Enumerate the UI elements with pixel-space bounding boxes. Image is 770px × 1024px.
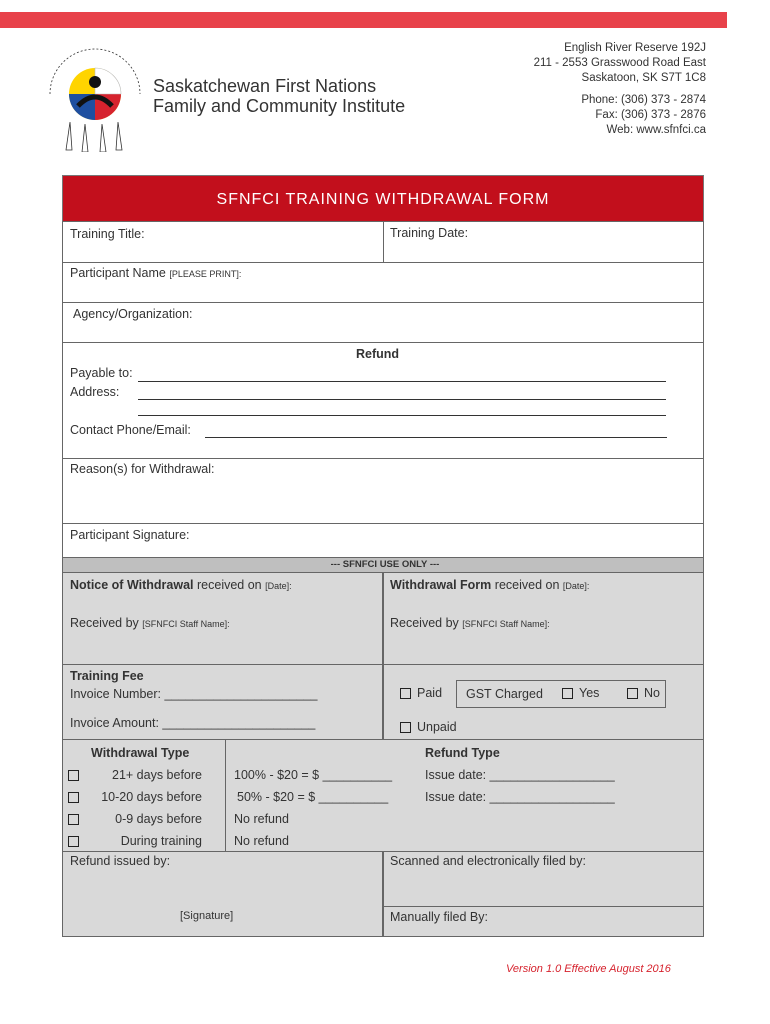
refund-issued-label: Refund issued by: [70, 854, 171, 868]
gst-no[interactable] [627, 686, 660, 700]
reasons-label: Reason(s) for Withdrawal: [70, 462, 215, 476]
yes-checkbox[interactable] [562, 688, 573, 699]
withdrawal-type-heading: Withdrawal Type [91, 746, 190, 760]
signature-label: Participant Signature: [70, 528, 190, 542]
withdrawal-form [62, 175, 704, 222]
contact-line[interactable] [205, 437, 667, 438]
agency-label: Agency/Organization: [73, 307, 193, 321]
row-label: 21+ days before [112, 768, 202, 782]
address-label: Address: [70, 385, 120, 399]
wform-bold: Withdrawal Form [390, 578, 492, 592]
paid-label: Paid [417, 686, 443, 700]
web: Web: www.sfnfci.ca [606, 124, 706, 136]
phone: Phone: (306) 373 - 2874 [581, 94, 706, 106]
address-line-1[interactable] [138, 399, 666, 400]
address-line: 211 - 2553 Grasswood Road East [533, 57, 706, 69]
withdrawal-row[interactable] [68, 834, 218, 848]
row-checkbox[interactable] [68, 814, 79, 825]
issue-date: Issue date: __________________ [425, 768, 615, 782]
unpaid-option[interactable] [400, 720, 457, 734]
unpaid-checkbox[interactable] [400, 722, 411, 733]
training-fee-label: Training Fee [70, 669, 144, 683]
notice-bold: Notice of Withdrawal [70, 578, 194, 592]
issue-date: Issue date: __________________ [425, 790, 615, 804]
top-red-bar [0, 12, 727, 28]
participant-name-text: Participant Name [70, 266, 166, 280]
please-print-tag: [PLEASE PRINT]: [169, 269, 242, 279]
address-line: English River Reserve 192J [564, 42, 706, 54]
org-name-line1: Saskatchewan First Nations [153, 76, 377, 96]
refund-amount: No refund [234, 812, 289, 826]
office-use-heading: --- SFNFCI USE ONLY --- [330, 559, 440, 570]
refund-amount: 50% - $20 = $ __________ [237, 790, 389, 804]
received-by-text: Received by [70, 616, 139, 630]
sfnfci-logo-icon [40, 42, 150, 152]
refund-type-heading: Refund Type [425, 746, 500, 760]
date-tag: [Date]: [265, 581, 292, 591]
scanned-label: Scanned and electronically filed by: [390, 854, 586, 868]
training-date-label: Training Date: [390, 226, 469, 240]
paid-option[interactable] [400, 686, 442, 700]
paid-checkbox[interactable] [400, 688, 411, 699]
version-footer: Version 1.0 Effective August 2016 [506, 963, 671, 975]
form-title: SFNFCI TRAINING WITHDRAWAL FORM [62, 175, 704, 222]
row-checkbox[interactable] [68, 836, 79, 847]
wform-rest: received on [494, 578, 560, 592]
received-by-text: Received by [390, 616, 459, 630]
received-by-right [390, 616, 550, 630]
payable-to-label: Payable to: [70, 366, 133, 380]
notice-label [70, 578, 292, 592]
participant-name-label [70, 266, 241, 280]
withdrawal-row[interactable] [68, 790, 218, 804]
withdrawal-row[interactable] [68, 812, 218, 826]
payable-to-line[interactable] [138, 381, 666, 382]
refund-heading: Refund [356, 347, 400, 361]
gst-label: GST Charged [466, 687, 543, 701]
address-line-2[interactable] [138, 415, 666, 416]
org-name-line2: Family and Community Institute [153, 96, 406, 116]
row-checkbox[interactable] [68, 792, 79, 803]
signature-tag: [Signature] [180, 910, 234, 922]
row-label: 10-20 days before [101, 790, 202, 804]
contact-block [534, 41, 706, 138]
withdrawal-row[interactable] [68, 768, 218, 782]
invoice-number: Invoice Number: ______________________ [70, 687, 318, 701]
received-by-left [70, 616, 230, 630]
no-checkbox[interactable] [627, 688, 638, 699]
staff-tag: [SFNFCI Staff Name]: [462, 619, 550, 629]
yes-label: Yes [579, 686, 600, 700]
no-label: No [644, 686, 660, 700]
refund-amount: 100% - $20 = $ __________ [234, 768, 393, 782]
contact-label: Contact Phone/Email: [70, 423, 191, 437]
gst-yes[interactable] [562, 686, 599, 700]
wform-label [390, 578, 589, 592]
invoice-amount: Invoice Amount: ______________________ [70, 716, 316, 730]
row-label: 0-9 days before [115, 812, 202, 826]
staff-tag: [SFNFCI Staff Name]: [142, 619, 230, 629]
training-title-label: Training Title: [70, 227, 145, 241]
unpaid-label: Unpaid [417, 720, 457, 734]
org-name [153, 76, 405, 116]
refund-amount: No refund [234, 834, 289, 848]
row-checkbox[interactable] [68, 770, 79, 781]
date-tag: [Date]: [562, 581, 590, 591]
manually-label: Manually filed By: [390, 910, 488, 924]
address-line: Saskatoon, SK S7T 1C8 [581, 72, 706, 84]
fax: Fax: (306) 373 - 2876 [595, 109, 706, 121]
notice-rest: received on [197, 578, 262, 592]
row-label: During training [120, 834, 202, 848]
